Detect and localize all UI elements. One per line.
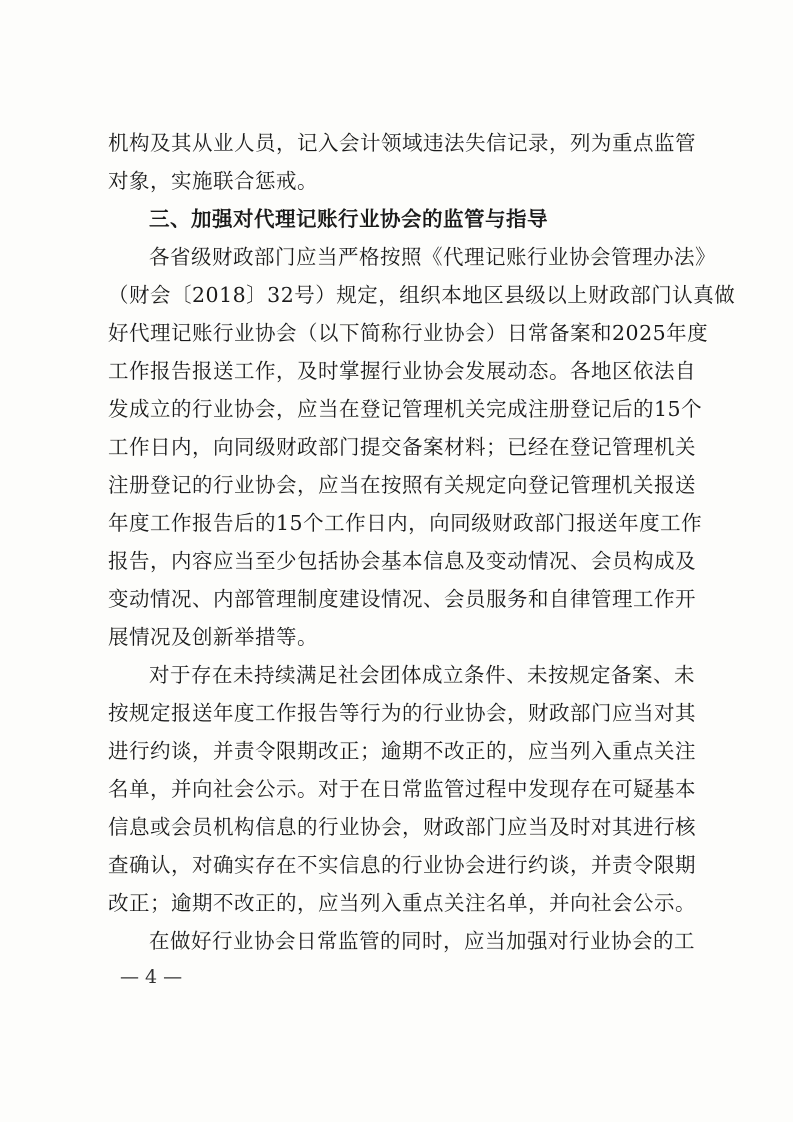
text-line: 在做好行业协会日常监管的同时，应当加强对行业协会的工: [149, 929, 695, 953]
text-line: 各省级财政部门应当严格按照《代理记账行业协会管理办法》: [149, 245, 716, 269]
text-line: 年度工作报告后的15个工作日内，向同级财政部门报送年度工作: [108, 511, 703, 535]
text-line: 展情况及创新举措等。: [108, 625, 318, 649]
text-line: 发成立的行业协会，应当在登记管理机关完成注册登记后的15个: [108, 397, 703, 421]
paragraph-2: [108, 656, 696, 922]
text-line: 工作日内，向同级财政部门提交备案材料；已经在登记管理机关: [108, 435, 696, 459]
text-line: 名单，并向社会公示。对于在日常监管过程中发现存在可疑基本: [108, 777, 696, 801]
text-line: 信息或会员机构信息的行业协会，财政部门应当及时对其进行核: [108, 815, 696, 839]
text-line: 注册登记的行业协会，应当在按照有关规定向登记管理机关报送: [108, 473, 696, 497]
text-line: 工作报告报送工作，及时掌握行业协会发展动态。各地区依法自: [108, 359, 696, 383]
paragraph-continuation: [108, 124, 696, 200]
text-line: 机构及其从业人员，记入会计领域违法失信记录，列为重点监管: [108, 131, 696, 155]
section-heading-text: 三、加强对代理记账行业协会的监管与指导: [149, 207, 548, 231]
text-line: 对于存在未持续满足社会团体成立条件、未按规定备案、未: [149, 663, 695, 687]
text-line: 报告，内容应当至少包括协会基本信息及变动情况、会员构成及: [108, 549, 696, 573]
text-line: （财会〔2018〕32号）规定，组织本地区县级以上财政部门认真做: [108, 283, 736, 307]
text-line: 改正；逾期不改正的，应当列入重点关注名单，并向社会公示。: [108, 891, 696, 915]
text-line: 查确认，对确实存在不实信息的行业协会进行约谈，并责令限期: [108, 853, 696, 877]
section-heading: [108, 200, 692, 238]
text-line: 按规定报送年度工作报告等行为的行业协会，财政部门应当对其: [108, 701, 696, 725]
text-line: 好代理记账行业协会（以下简称行业协会）日常备案和2025年度: [108, 321, 709, 345]
page-number: — 4 —: [120, 966, 183, 988]
paragraph-1: [108, 238, 736, 656]
text-line: 进行约谈，并责令限期改正；逾期不改正的，应当列入重点关注: [108, 739, 696, 763]
text-line: 对象，实施联合惩戒。: [108, 169, 318, 193]
paragraph-3: [108, 922, 695, 960]
text-line: 变动情况、内部管理制度建设情况、会员服务和自律管理工作开: [108, 587, 696, 611]
